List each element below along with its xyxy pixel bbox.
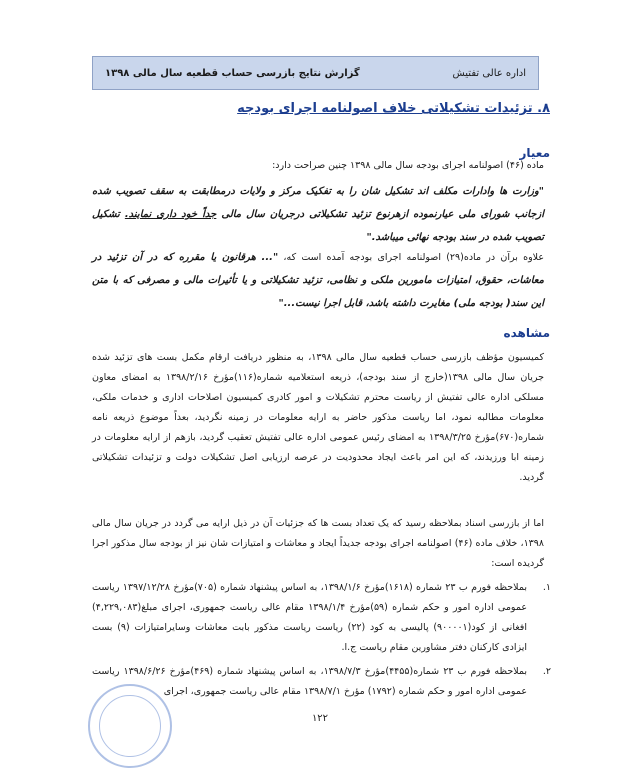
official-seal-stamp-icon bbox=[88, 684, 172, 768]
section-title: ۸. تزئیدات تشکیلاتی خلاف اصولنامه اجرای بودجه bbox=[237, 101, 550, 116]
header-organization: اداره عالی تفتیش bbox=[452, 67, 526, 79]
page-header-bar bbox=[92, 56, 539, 90]
quote-1-part-b: تشکیل تصویب شده در سند بودجه نهائی میباشد." bbox=[92, 209, 544, 243]
list-item-text: بملاحظه فورم ب ۲۳ شماره (۱۶۱۸)مؤرخ ۱۳۹۸/۱/۶، به اساس پیشنهاد شماره (۷۰۵)مؤرخ ۱۳۹۷/۱۲/۲۸ ریاست عمومی اداره امور و حکم شماره (۵۹)مؤرخ ۱۳۹۸/۱/۴ مقام عالی ریاست جمهوری، اجرای مبلغ(۴,۲۲۹,۰۸۳) افغانی از کود(۹۰۰۰۰۱) پالیسی به کود (۲۲) ریاست ریاست مذکور بابت معاشات وسایرامتیازات (۹) بست ایزادی کارکنان دفتر مشاورین مقام ریاست ج.ا. bbox=[92, 582, 527, 653]
criterion-paragraph-2 bbox=[92, 246, 544, 315]
observation-paragraph-1: کمیسیون مؤظف بازرسی حساب قطعیه سال مالی ۱۳۹۸، به منظور دریافت ارقام مکمل بست های تزئید شده جریان سال مالی ۱۳۹۸(خارج از سند بودجه)، ذریعه استعلامیه شماره(۱۱۶)مؤرخ ۱۳۹۸/۲/۱۶ به امضای معاون مسلکی اداره عالی تفتیش از ریاست محترم تشکیلات و امور کادری کمیسیون اصلاحات اداری و خدمات ملکی، معلومات مطالبه نمود، اما ریاست مذکور حاضر به ارایه معلومات در زمینه نگردید، بعداً موضوع ذریعه نامه شماره(۶۷۰)مؤرخ ۱۳۹۸/۳/۲۵ به امضای رئیس عمومی اداره عالی تفتیش تعقیب گردید، بازهم از ارایه معلومات در زمینه ابا ورزیدند، که این امر باعث ایجاد محدودیت در عرصه ارزیابی اصل تشکیلات دولت و تزئیدات تشکیلاتی گردید. bbox=[92, 352, 544, 483]
observation-heading: مشاهده bbox=[503, 326, 550, 340]
header-report-title: گزارش نتایج بازرسی حساب قطعیه سال مالی ۱۳۹۸ bbox=[105, 67, 360, 79]
criterion-heading: معیار bbox=[519, 146, 550, 160]
quote-1-underlined: جداً خود داری نمایند. bbox=[124, 209, 217, 220]
list-item-number: ۱. bbox=[542, 582, 551, 593]
page-number: ۱۲۲ bbox=[311, 713, 329, 724]
quote-1-part-a: "وزارت ها وادارات مکلف اند تشکیل شان را به تفکیک مرکز و ولایات درمطابقت به سقف تصویب شده ازجانب شورای ملی عیارنموده ازهرنوع تزئید تشکیلاتی درجریان سال مالی bbox=[92, 186, 544, 220]
list-item-text: بملاحظه فورم ب ۲۳ شماره(۴۴۵۵)مؤرخ ۱۳۹۸/۷/۳، به اساس پیشنهاد شماره (۴۶۹)مؤرخ ۱۳۹۸/۶/۲۶ ریاست عمومی اداره امور و حکم شماره (۱۷۹۲) مؤرخ ۱۳۹۸/۷/۱ مقام عالی ریاست جمهوری، اجرای bbox=[92, 666, 528, 697]
criterion-quote-1 bbox=[92, 180, 544, 249]
paragraph-2-quote: "... هرقانون یا مقرره که در آن تزئید در معاشات، حقوق، امتیازات مامورین ملکی و نظامی، تزئید تشکیلاتی و یا تأثیرات مالی و مصرفی که با متن این سند( بودجه ملی) مغایرت داشته باشد، قابل اجرا نیست..." bbox=[92, 252, 544, 309]
paragraph-2-plain: علاوه برآن در ماده(۲۹) اصولنامه اجرای بودجه آمده است که، bbox=[278, 252, 544, 263]
list-item-number: ۲. bbox=[542, 666, 551, 677]
list-item bbox=[92, 578, 551, 658]
observation-paragraph-2: اما از بازرسی اسناد بملاحظه رسید که یک تعداد بست ها که جزئیات آن در ذیل ارایه می گردد در جریان سال مالی ۱۳۹۸، خلاف ماده (۴۶) اصولنامه اجرای بودجه جدیداً ایجاد و معاشات و امتیازات شان نیز از بودجه سال مذکور اجرا گردیده است: bbox=[92, 518, 544, 569]
criterion-intro: ماده (۴۶) اصولنامه اجرای بودجه سال مالی ۱۳۹۸ چنین صراحت دارد: bbox=[272, 160, 544, 171]
